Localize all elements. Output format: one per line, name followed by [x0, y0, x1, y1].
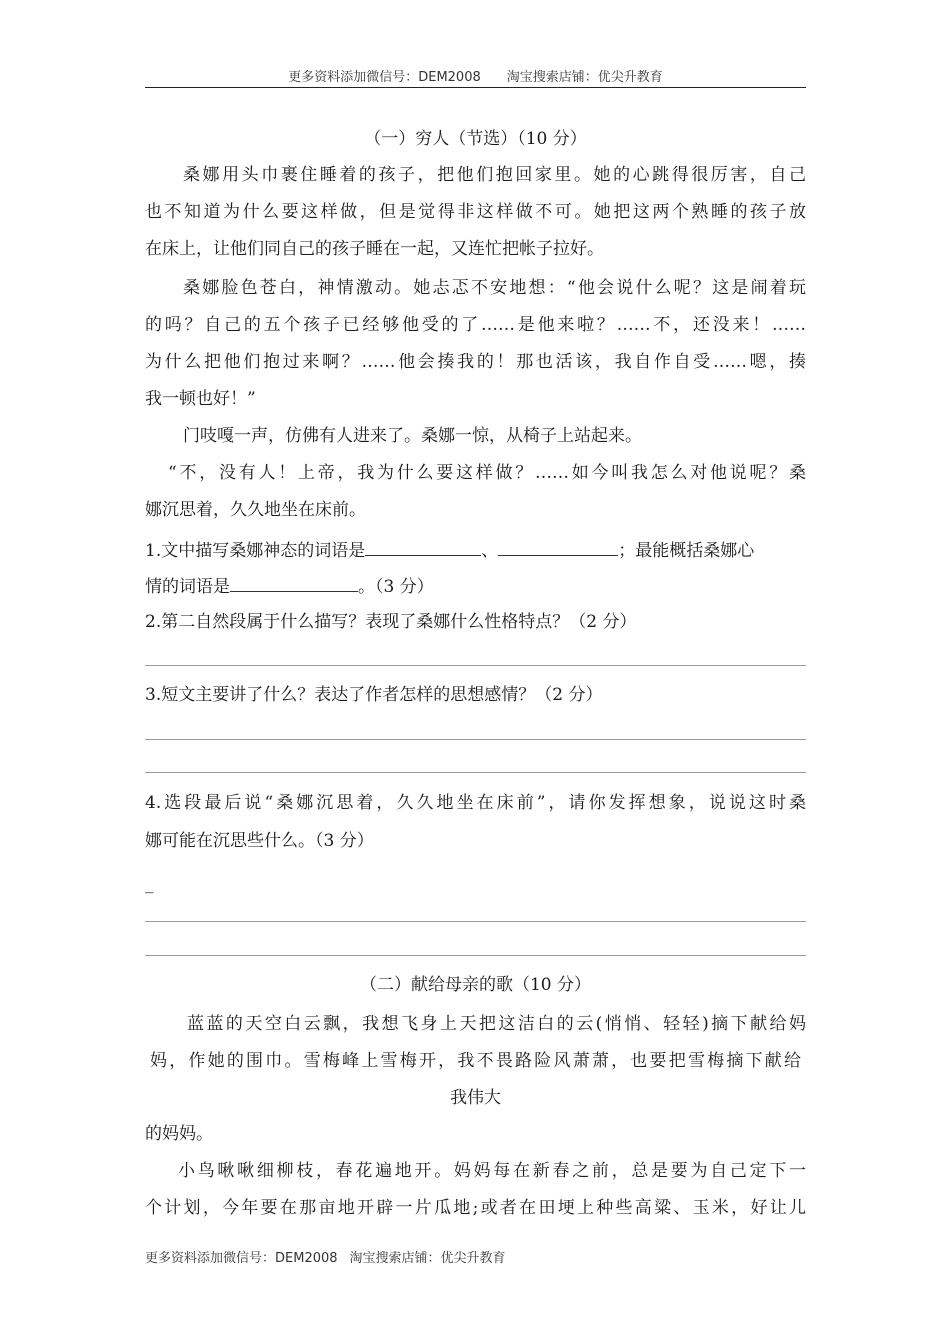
- question-4-line2: 娜可能在沉思些什么。（3 分）: [145, 831, 374, 851]
- paragraph-line: 桑娜用头巾裹住睡着的孩子，把他们抱回家里。她的心跳得很厉害，自己: [183, 165, 806, 185]
- paragraph-line: 的吗？自己的五个孩子已经够他受的了……是他来啦？……不，还没来！……: [145, 315, 806, 335]
- q1-blank-1[interactable]: [365, 537, 481, 556]
- page-header: [145, 66, 806, 85]
- footer-shop: 淘宝搜索店铺：优尖升教育: [349, 1251, 506, 1266]
- footer-wechat: 更多资料添加微信号：DEM2008: [145, 1251, 338, 1266]
- section2-title: （二）献给母亲的歌（10 分）: [359, 975, 592, 995]
- header-wechat: 更多资料添加微信号：DEM2008: [288, 70, 481, 85]
- q4-dash: _: [145, 874, 154, 894]
- question-1-line2: [145, 573, 806, 599]
- q1-sep: 、: [481, 541, 499, 561]
- paragraph-line: 小鸟啾啾细柳枝，春花遍地开。妈妈每在新春之前，总是要为自己定下一: [178, 1161, 806, 1181]
- paragraph-line: 个计划，今年要在那亩地开辟一片瓜地;或者在田埂上种些高粱、玉米，好让儿: [145, 1198, 806, 1218]
- paragraph-line: 我一顿也好！”: [145, 389, 256, 409]
- q1-blank-3[interactable]: [230, 573, 358, 592]
- paragraph-line: 为什么把他们抱过来啊？……他会揍我的！那也活该，我自作自受……嗯，揍: [145, 352, 806, 372]
- question-3: 3.短文主要讲了什么？表达了作者怎样的思想感情？（2 分）: [145, 685, 603, 705]
- question-2: 2.第二自然段属于什么描写？表现了桑娜什么性格特点？（2 分）: [145, 612, 637, 632]
- question-1-line1: [145, 537, 806, 563]
- q1-text-4: 。（3 分）: [358, 577, 434, 597]
- paragraph-line: 门吱嘎一声，仿佛有人进来了。桑娜一惊，从椅子上站起来。: [183, 426, 642, 446]
- answer-line-q4-2[interactable]: [145, 955, 806, 956]
- answer-line-q4-1[interactable]: [145, 921, 806, 922]
- paragraph-line: 的妈妈。: [145, 1124, 213, 1144]
- paragraph-line: 蓝蓝的天空白云飘，我想飞身上天把这洁白的云(悄悄、轻轻)摘下献给妈: [187, 1014, 806, 1034]
- answer-line-q2[interactable]: [145, 665, 806, 666]
- q1-text: 1.文中描写桑娜神态的词语是: [145, 541, 366, 561]
- paragraph-line: 娜沉思着，久久地坐在床前。: [145, 500, 366, 520]
- header-shop: 淘宝搜索店铺：优尖升教育: [506, 70, 663, 85]
- question-4-line1: 4.选段最后说“桑娜沉思着，久久地坐在床前”，请你发挥想象，说说这时桑: [145, 793, 806, 813]
- paragraph-line: “不，没有人！上帝，我为什么要这样做？……如今叫我怎么对他说呢？桑: [168, 463, 806, 483]
- paragraph-line: 桑娜脸色苍白，神情激动。她忐忑不安地想：“他会说什么呢？这是闹着玩: [183, 278, 806, 298]
- section1-title: （一）穷人（节选）（10 分）: [364, 129, 587, 149]
- answer-line-q3-2[interactable]: [145, 772, 806, 773]
- paragraph-line: 妈，作她的围巾。雪梅峰上雪梅开，我不畏路险风萧萧，也要把雪梅摘下献给: [150, 1051, 801, 1071]
- answer-line-q3-1[interactable]: [145, 739, 806, 740]
- paragraph-line: 在床上，让他们同自己的孩子睡在一起，又连忙把帐子拉好。: [145, 239, 604, 259]
- page-footer: [145, 1247, 506, 1266]
- q1-text-3: 情的词语是: [145, 577, 230, 597]
- paragraph-line: 我伟大: [450, 1088, 501, 1108]
- q1-text-2: ；最能概括桑娜心: [618, 541, 755, 561]
- paragraph-line: 也不知道为什么要这样做，但是觉得非这样做不可。她把这两个熟睡的孩子放: [145, 202, 806, 222]
- q1-blank-2[interactable]: [498, 537, 618, 556]
- header-rule: [145, 87, 806, 88]
